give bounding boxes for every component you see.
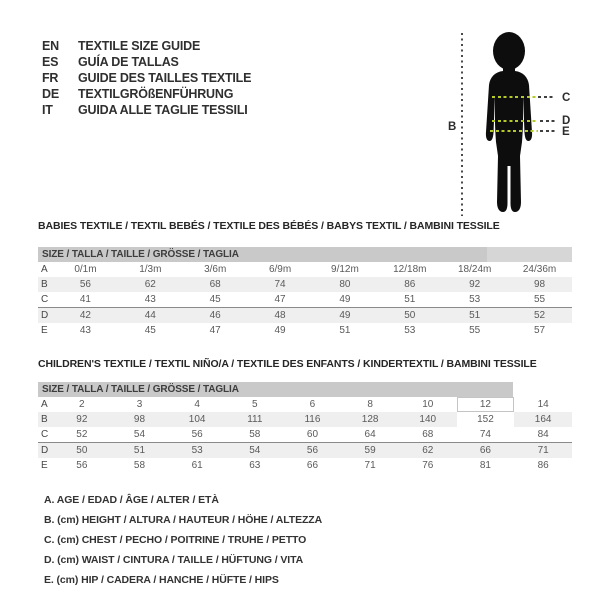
table-cell: 8 bbox=[367, 399, 373, 410]
table-cell: 80 bbox=[339, 279, 351, 290]
language-code: ES bbox=[42, 55, 59, 69]
table-cell: 6 bbox=[309, 399, 316, 410]
table-cell: 6/9m bbox=[268, 264, 292, 275]
table-cell: 47 bbox=[209, 325, 221, 336]
table-cell: 18/24m bbox=[458, 264, 492, 275]
language-title-list bbox=[42, 38, 251, 118]
table-cell: 41 bbox=[79, 294, 91, 305]
table-cell: 55 bbox=[534, 294, 546, 305]
table-cell: 54 bbox=[133, 429, 146, 440]
table-cell: 51 bbox=[339, 325, 351, 336]
table-cell: 48 bbox=[248, 308, 313, 324]
table-cell: 12 bbox=[457, 397, 515, 412]
row-label: E bbox=[41, 325, 48, 336]
table-cell: 86 bbox=[404, 279, 416, 290]
row-label: E bbox=[41, 460, 48, 471]
language-title: GUIDA ALLE TAGLIE TESSILI bbox=[78, 103, 248, 117]
table-row bbox=[38, 443, 572, 459]
table-cell: 54 bbox=[226, 443, 284, 459]
table-cell: 43 bbox=[144, 294, 156, 305]
table-cell: 111 bbox=[247, 414, 263, 425]
babies-size-header bbox=[38, 247, 572, 262]
language-code: FR bbox=[42, 71, 59, 85]
legend-hip: E. (cm) HIP / CADERA / HANCHE / HÜFTE / HIPS bbox=[44, 574, 279, 586]
row-label: D bbox=[38, 443, 53, 459]
babies-size-table bbox=[38, 262, 572, 338]
table-cell: 52 bbox=[76, 429, 88, 440]
table-cell: 63 bbox=[249, 460, 261, 471]
table-cell: 98 bbox=[534, 279, 546, 290]
table-cell: 57 bbox=[534, 325, 546, 336]
row-label: C bbox=[41, 429, 49, 440]
table-cell: 74 bbox=[479, 429, 491, 440]
hip-leader-line bbox=[540, 130, 555, 132]
table-cell: 43 bbox=[79, 325, 91, 336]
legend-waist: D. (cm) WAIST / CINTURA / TAILLE / HÜFTUNG / VITA bbox=[44, 554, 304, 566]
table-cell: 74 bbox=[274, 279, 286, 290]
table-cell: 46 bbox=[183, 308, 248, 324]
table-cell: 45 bbox=[209, 294, 221, 305]
child-silhouette bbox=[478, 30, 542, 218]
table-cell: 4 bbox=[194, 399, 200, 410]
table-cell: 50 bbox=[377, 308, 442, 324]
table-cell: 86 bbox=[537, 460, 549, 471]
language-code: EN bbox=[42, 39, 59, 53]
chest-leader-line bbox=[538, 96, 555, 98]
legend-chest: C. (cm) CHEST / PECHO / POITRINE / TRUHE / PETTO bbox=[44, 534, 307, 546]
table-cell: 84 bbox=[537, 429, 549, 440]
children-size-header bbox=[38, 382, 513, 397]
table-cell: 56 bbox=[79, 279, 91, 290]
table-cell: 92 bbox=[76, 414, 88, 425]
table-cell: 68 bbox=[209, 279, 221, 290]
table-cell: 49 bbox=[274, 325, 286, 336]
table-cell: 61 bbox=[191, 460, 203, 471]
language-code: DE bbox=[42, 87, 59, 101]
table-cell: 58 bbox=[249, 429, 261, 440]
table-cell: 53 bbox=[168, 443, 226, 459]
table-cell: 128 bbox=[361, 414, 379, 425]
table-cell: 53 bbox=[469, 294, 481, 305]
table-cell: 12/18m bbox=[393, 264, 427, 275]
table-cell: 152 bbox=[457, 412, 515, 427]
language-row bbox=[42, 70, 251, 86]
table-row bbox=[38, 277, 572, 292]
row-label: D bbox=[38, 308, 53, 324]
table-cell: 47 bbox=[274, 294, 286, 305]
table-cell: 66 bbox=[306, 460, 319, 471]
measurement-legend bbox=[44, 490, 322, 590]
row-label: B bbox=[41, 279, 48, 290]
table-cell: 49 bbox=[339, 294, 351, 305]
waist-measure-line bbox=[492, 120, 538, 122]
height-measure-line bbox=[461, 33, 463, 216]
table-cell: 10 bbox=[422, 399, 434, 410]
table-cell: 104 bbox=[188, 414, 206, 425]
table-cell: 71 bbox=[514, 443, 572, 459]
table-cell: 45 bbox=[144, 325, 156, 336]
table-cell: 49 bbox=[313, 308, 378, 324]
table-cell: 68 bbox=[422, 429, 434, 440]
waist-leader-line bbox=[540, 120, 555, 122]
table-cell: 24/36m bbox=[522, 264, 557, 275]
row-label: A bbox=[41, 264, 48, 275]
row-label: C bbox=[41, 294, 49, 305]
table-cell: 51 bbox=[442, 308, 507, 324]
legend-age: A. AGE / EDAD / ÂGE / ALTER / ETÀ bbox=[44, 494, 219, 506]
table-row bbox=[38, 262, 572, 277]
hip-measure-line bbox=[490, 130, 538, 132]
chest-measure-line bbox=[492, 96, 536, 98]
table-row bbox=[38, 412, 572, 427]
table-cell: 51 bbox=[404, 294, 416, 305]
legend-height: B. (cm) HEIGHT / ALTURA / HAUTEUR / HÖHE / ALTEZZA bbox=[44, 514, 323, 526]
language-title: TEXTILGRÖßENFÜHRUNG bbox=[78, 87, 234, 101]
table-row bbox=[38, 458, 572, 473]
table-cell: 62 bbox=[144, 279, 156, 290]
table-cell: 3 bbox=[136, 399, 143, 410]
table-cell: 140 bbox=[419, 414, 437, 425]
language-title: TEXTILE SIZE GUIDE bbox=[78, 39, 201, 53]
table-cell: 116 bbox=[304, 414, 321, 425]
table-cell: 64 bbox=[364, 429, 376, 440]
table-cell: 14 bbox=[537, 399, 549, 410]
hip-label: E bbox=[562, 126, 570, 138]
babies-table-title: BABIES TEXTILE / TEXTIL BEBÉS / TEXTILE DES BÉBÉS / BABYS TEXTIL / BAMBINI TESSILE bbox=[38, 220, 500, 232]
table-cell: 76 bbox=[422, 460, 434, 471]
language-title: GUÍA DE TALLAS bbox=[78, 55, 179, 69]
table-row bbox=[38, 308, 572, 324]
table-cell: 2 bbox=[79, 399, 85, 410]
table-cell: 59 bbox=[341, 443, 399, 459]
height-label: B bbox=[448, 121, 457, 133]
table-cell: 0/1m bbox=[74, 264, 97, 275]
children-size-header-text: SIZE / TALLA / TAILLE / GRÖSSE / TAGLIA bbox=[42, 384, 239, 395]
children-size-table bbox=[38, 397, 572, 473]
table-cell: 3/6m bbox=[204, 264, 227, 275]
table-cell: 56 bbox=[76, 460, 88, 471]
language-row bbox=[42, 38, 251, 54]
table-cell: 58 bbox=[133, 460, 146, 471]
table-cell: 71 bbox=[364, 460, 376, 471]
table-row bbox=[38, 427, 572, 443]
row-label: B bbox=[41, 414, 48, 425]
table-cell: 42 bbox=[53, 308, 118, 324]
table-cell: 50 bbox=[53, 443, 111, 459]
row-label: A bbox=[41, 399, 48, 410]
language-title: GUIDE DES TAILLES TEXTILE bbox=[78, 71, 252, 85]
table-cell: 1/3m bbox=[139, 264, 162, 275]
language-row bbox=[42, 54, 251, 70]
table-row bbox=[38, 397, 572, 412]
table-cell: 98 bbox=[133, 414, 146, 425]
language-row bbox=[42, 102, 251, 118]
table-cell: 62 bbox=[399, 443, 457, 459]
babies-size-header-text: SIZE / TALLA / TAILLE / GRÖSSE / TAGLIA bbox=[42, 249, 239, 260]
table-cell: 92 bbox=[469, 279, 481, 290]
language-code: IT bbox=[42, 103, 53, 117]
language-row bbox=[42, 86, 251, 102]
table-cell: 60 bbox=[306, 429, 319, 440]
table-cell: 164 bbox=[534, 414, 552, 425]
table-cell: 44 bbox=[118, 308, 183, 324]
table-cell: 51 bbox=[111, 443, 169, 459]
table-cell: 81 bbox=[479, 460, 491, 471]
chest-label: C bbox=[562, 92, 571, 104]
table-cell: 9/12m bbox=[331, 264, 359, 275]
header-light-segment bbox=[487, 247, 572, 262]
table-cell: 53 bbox=[404, 325, 416, 336]
table-cell: 66 bbox=[457, 443, 515, 459]
table-cell: 56 bbox=[191, 429, 203, 440]
table-row bbox=[38, 323, 572, 338]
table-cell: 56 bbox=[284, 443, 342, 459]
children-table-title: CHILDREN'S TEXTILE / TEXTIL NIÑO/A / TEXTILE DES ENFANTS / KINDERTEXTIL / BAMBINI TESSILE bbox=[38, 358, 537, 370]
table-row bbox=[38, 292, 572, 308]
table-cell: 55 bbox=[469, 325, 481, 336]
table-cell: 52 bbox=[507, 308, 572, 324]
table-cell: 5 bbox=[252, 399, 258, 410]
waist-label: D bbox=[562, 115, 571, 127]
